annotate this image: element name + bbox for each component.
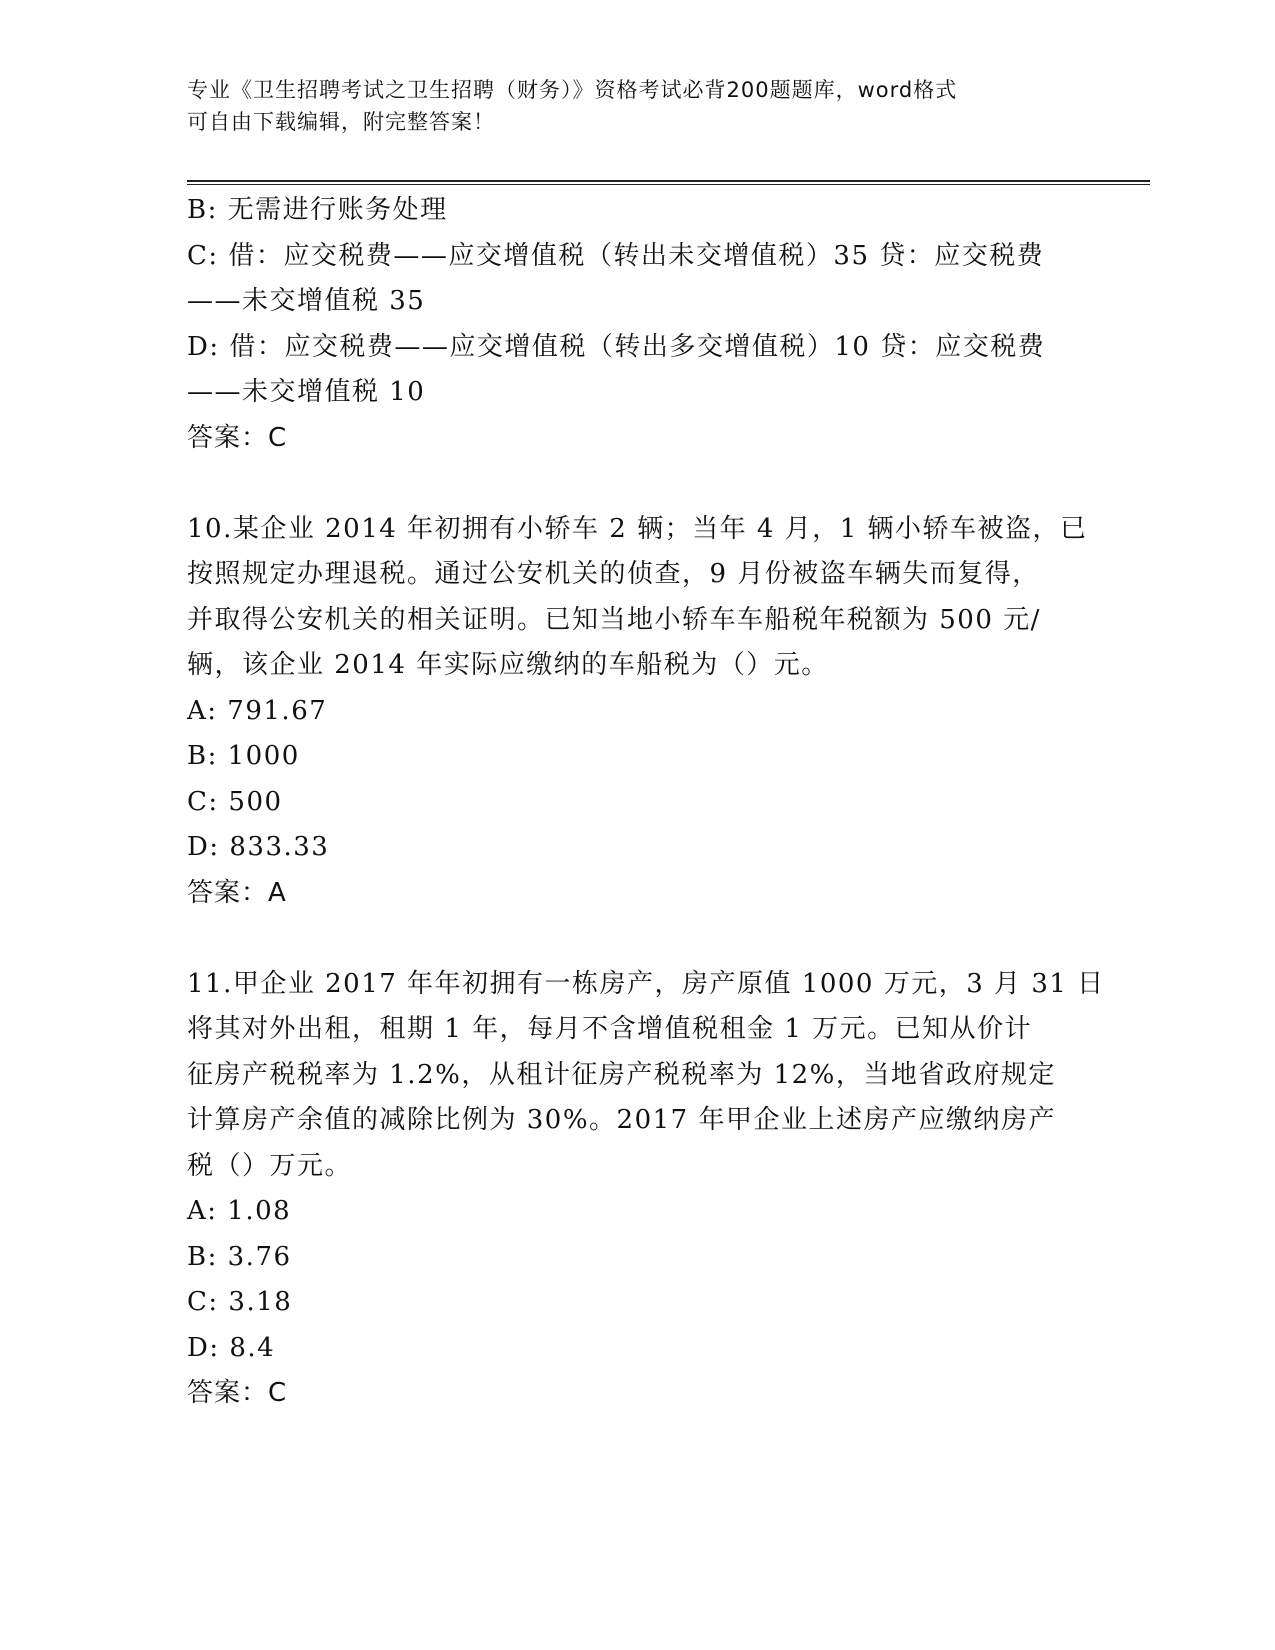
question-stem: 按照规定办理退税。通过公安机关的侦查，9 月份被盗车辆失而复得， xyxy=(187,559,1040,589)
question-stem: 税（）万元。 xyxy=(187,1150,353,1181)
answer-line: 答案：C xyxy=(187,422,288,453)
option-c: C: 借：应交税费——应交增值税（转出未交增值税）35 贷：应交税费 xyxy=(187,240,1045,271)
question-stem: 11.甲企业 2017 年年初拥有一栋房产，房产原值 1000 万元，3 月 31 日 xyxy=(187,968,1105,999)
question-spacer xyxy=(187,461,1087,507)
option-b: B: 1000 xyxy=(187,741,300,771)
option-a: A: 1.08 xyxy=(187,1196,292,1226)
question-stem: 辆，该企业 2014 年实际应缴纳的车船税为（）元。 xyxy=(187,650,829,680)
question-10 xyxy=(187,507,1087,917)
option-d: D: 8.4 xyxy=(187,1332,276,1363)
option-b: B: 3.76 xyxy=(187,1241,292,1272)
header-divider-thin xyxy=(187,184,1150,185)
option-d-continued: ——未交增值税 10 xyxy=(187,377,426,407)
question-11 xyxy=(187,962,1105,1417)
header-title-line-2: 可自由下载编辑，附完整答案！ xyxy=(187,110,495,134)
option-d: D: 借：应交税费——应交增值税（转出多交增值税）10 贷：应交税费 xyxy=(187,331,1046,362)
option-c: C: 3.18 xyxy=(187,1287,293,1317)
option-c: C: 500 xyxy=(187,786,283,817)
header-title-line-1: 专业《卫生招聘考试之卫生招聘（财务）》资格考试必背200题题库，word格式 xyxy=(187,78,958,102)
option-c-continued: ——未交增值税 35 xyxy=(187,286,426,316)
question-stem: 征房产税税率为 1.2%，从租计征房产税税率为 12%，当地省政府规定 xyxy=(187,1059,1056,1090)
answer-line: 答案：A xyxy=(187,877,287,908)
document-body xyxy=(187,188,1105,1417)
question-spacer xyxy=(187,916,1087,962)
document-header xyxy=(187,74,1067,138)
question-stem: 将其对外出租，租期 1 年，每月不含增值税租金 1 万元。已知从价计 xyxy=(187,1014,1033,1044)
question-9-continued xyxy=(187,188,1087,461)
option-b: B: 无需进行账务处理 xyxy=(187,195,448,225)
header-divider-thick xyxy=(187,180,1150,182)
question-stem: 计算房产余值的减除比例为 30%。2017 年甲企业上述房产应缴纳房产 xyxy=(187,1105,1056,1135)
question-stem: 并取得公安机关的相关证明。已知当地小轿车车船税年税额为 500 元/ xyxy=(187,604,1041,635)
option-a: A: 791.67 xyxy=(187,695,328,726)
option-d: D: 833.33 xyxy=(187,832,330,862)
answer-line: 答案：C xyxy=(187,1378,288,1408)
question-stem: 10.某企业 2014 年初拥有小轿车 2 辆；当年 4 月，1 辆小轿车被盗，已 xyxy=(187,513,1088,544)
